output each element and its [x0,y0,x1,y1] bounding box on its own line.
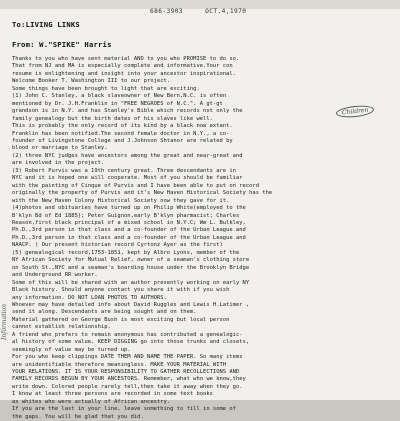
phone-number: 686-3903 [150,8,184,15]
body-line: YOUR RELATIONS. IT IS YOUR RESPONSIBILITY TO GATHER RECOLLECTIONS AND [12,369,240,376]
body-line: are unidentifiable therefore meaningless. MAKE YOUR MATERIAL WITH [12,361,227,368]
body-line: write down. Colored people rarely tell,then take it away when they go. [12,383,243,390]
handwritten-margin-note: Information [1,303,8,340]
body-line: any information. DO NOT LOAN PHOTOS TO AUTHORS. [12,294,167,301]
body-line: are involved in the project. [12,160,105,167]
body-line: Some things have been brought to light that are exciting. [12,85,200,92]
body-line: as whites who were actually of African ancestry. [12,398,171,405]
body-line: Thanks to you who have sent material AND to you who PROMISE to do so. [12,56,240,62]
body-line: blood or marriage to Stanley. [12,145,108,152]
body-line: (4)photos and obituaries have turned up on Philip White(employed to the [12,205,246,212]
body-line: (5) genealogical record,1753-1851, kept by Albro Lyons, member of the [12,249,240,256]
body-line: Welcome Booker T. Washington III to our project. [12,78,171,85]
body-line: cannot establish relationship. [12,324,111,331]
sender-line: From: W."SPIKE" Harris [12,40,112,49]
letter-header [150,8,264,15]
body-line: (2) three NYC judges have ancestors among the great and near-great and [12,152,243,159]
body-line: Whoever may have detailed info about David Ruggles and Lewis H.Latimer , [12,301,250,308]
body-line: with the New Haven Colony Historical Society now they gave for it. [12,197,230,204]
body-line: send it along. Descendants are being sought and on them. [12,309,197,316]
body-line: I know at least three persons are recorded in some text books [12,391,213,398]
body-line: grandson is in N.Y. and has Stanley's Bible which records not only the [12,108,243,115]
body-line: Some of this will be shared with an author presently working on early NY [12,279,250,286]
body-line: with the painting of Cinque of Purvis and I have been able to put on record [12,182,260,189]
body-line: al history of some value. KEEP DIGGING go into those trunks and closets, [12,339,250,346]
body-line: FAMILY RECORDS BEGUN BY YOUR ANCESTORS. Remember, what who we know,they [12,376,246,383]
body-line: Ph.D.,3rd person in that class and a co-founder of the Urban League and [12,234,246,241]
body-line: If you are the last in your line, leave something to fill in some of [12,406,236,413]
letter-body [12,56,390,421]
body-line: originally the property of Purvis and it's New Haven Historical Society has the [12,190,273,197]
body-line: Franklin has been notified.The second female doctor in N.Y., a co- [12,130,230,137]
body-line: founder of Livingstone College and J.Johnson Shtanor are related by [12,137,233,144]
body-line: mentioned by Dr. J.H.Franklin in "FREE NEGROES of N.C.". A gt-gt [12,100,223,107]
letter-date: OCT.4,1970 [205,8,247,15]
body-line: NYC and it is hoped one will cooperate. Most of you should be familiar [12,175,243,182]
body-line: For you who keep clippings DATE THEM AND NAME THE PAPER. So many items [12,354,243,361]
handwritten-circled-note: Children [336,104,375,119]
body-line: NAACP. ( Our present historian record Cyrtonz Ayer as the first) [12,242,223,249]
body-line: on South St.,NYC and a seaman's boarding house under the Brooklyn Bridge [12,264,250,271]
body-line: and Underground RR worker. [12,272,98,279]
body-line: (1) John C. Stanley, a black slaveowner of New Bern,N.C. is often [12,93,227,100]
body-line: the gaps. You will be glad that you did. [12,413,144,420]
body-line: That from NJ and MA is especially complete and informative.Your con [12,63,233,70]
body-line: Ph.D.,3rd person in that class and a co-founder of the Urban League and [12,227,246,234]
body-line: A friend who prefers to remain anonymous has contributed a genealogic- [12,331,243,338]
body-line: (3) Robert Purvis was a 19th century great. Three descendants are in [12,167,236,174]
body-line: seemingly of value may be turned up. [12,346,131,353]
recipient-line: To:LIVING LINKS [12,20,80,29]
body-line: Reason,first black principal of a mixed school in N.Y.C; Wm L. Bulkley, [12,219,246,226]
body-line: resume is enlightening and insight into your ancestor inspirational. [12,70,236,77]
body-line: Material gathered on George Bush is most exciting but local person [12,316,230,323]
body-line: This is probably the only record of its kind by a black now extant. [12,123,233,130]
body-line: Black history. Should anyone contact you share it with if you wish [12,287,230,294]
body-line: family genealogy but the birth dates of his slaves like well. [12,115,213,122]
body-line: NY African Society for Mutual Relief, owner of a seaman's clothing store [12,257,250,264]
body-line: B'klyn Bd of Ed 1885); Peter Guignon,early B'klyn pharmacist; Charles [12,212,240,219]
